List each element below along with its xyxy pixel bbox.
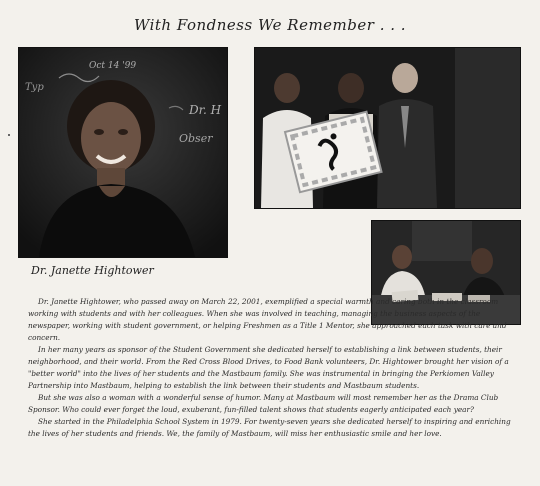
chalk-text-3: Obser xyxy=(179,132,213,145)
paragraph: In her many years as sponsor of the Student Government she dedicated herself to establishing a link between students, their neighborhood, and their world. From the Red Cross Blood Drives, to Food Bank volunteers, Dr. Hightower brought her vision of a "better world" into the lives of her students and the Mastbaum family. She was instrumental in bringing the Perkiomen Valley Partnership into Mastbaum, helping to establish the link between their students and Mastbaum students. xyxy=(28,345,509,390)
group-photo xyxy=(254,47,521,209)
chalk-text-1: Typ xyxy=(25,82,44,93)
tribute-text xyxy=(28,296,518,440)
paragraph: She started in the Philadelphia School System in 1979. For twenty-seven years she dedicated herself to inspiring and enriching the lives of her students and friends. We, the family of Mastbaum, will miss her enthusiastic smile and her love. xyxy=(28,417,511,438)
paragraph: But she was also a woman with a wonderful sense of humor. Many at Mastbaum will most remember her as the Drama Club Sponsor. Who could ever forget the loud, exuberant, fun-filled talent shows that students eagerly anticipated each year? xyxy=(28,393,499,414)
person-name: Dr. Janette Hightower xyxy=(31,264,154,277)
group-photo-image xyxy=(255,48,520,208)
portrait-photo-image xyxy=(19,48,227,257)
chalk-text-date: Oct 14 '99 xyxy=(89,61,137,71)
margin-mark xyxy=(8,134,10,136)
paragraph: Dr. Janette Hightower, who passed away on March 22, 2001, exemplified a special warmth and caring both in the classroom working with students and with her colleagues. When she was involved in teaching, managing the business aspects of the newspaper, working with student government, or helping Freshmen as a Title 1 Mentor, she approached each task with care and concern. xyxy=(28,297,507,342)
page-heading: With Fondness We Remember . . . xyxy=(133,16,407,34)
portrait-photo xyxy=(18,47,228,258)
chalk-text-2: Dr. H xyxy=(189,103,222,117)
